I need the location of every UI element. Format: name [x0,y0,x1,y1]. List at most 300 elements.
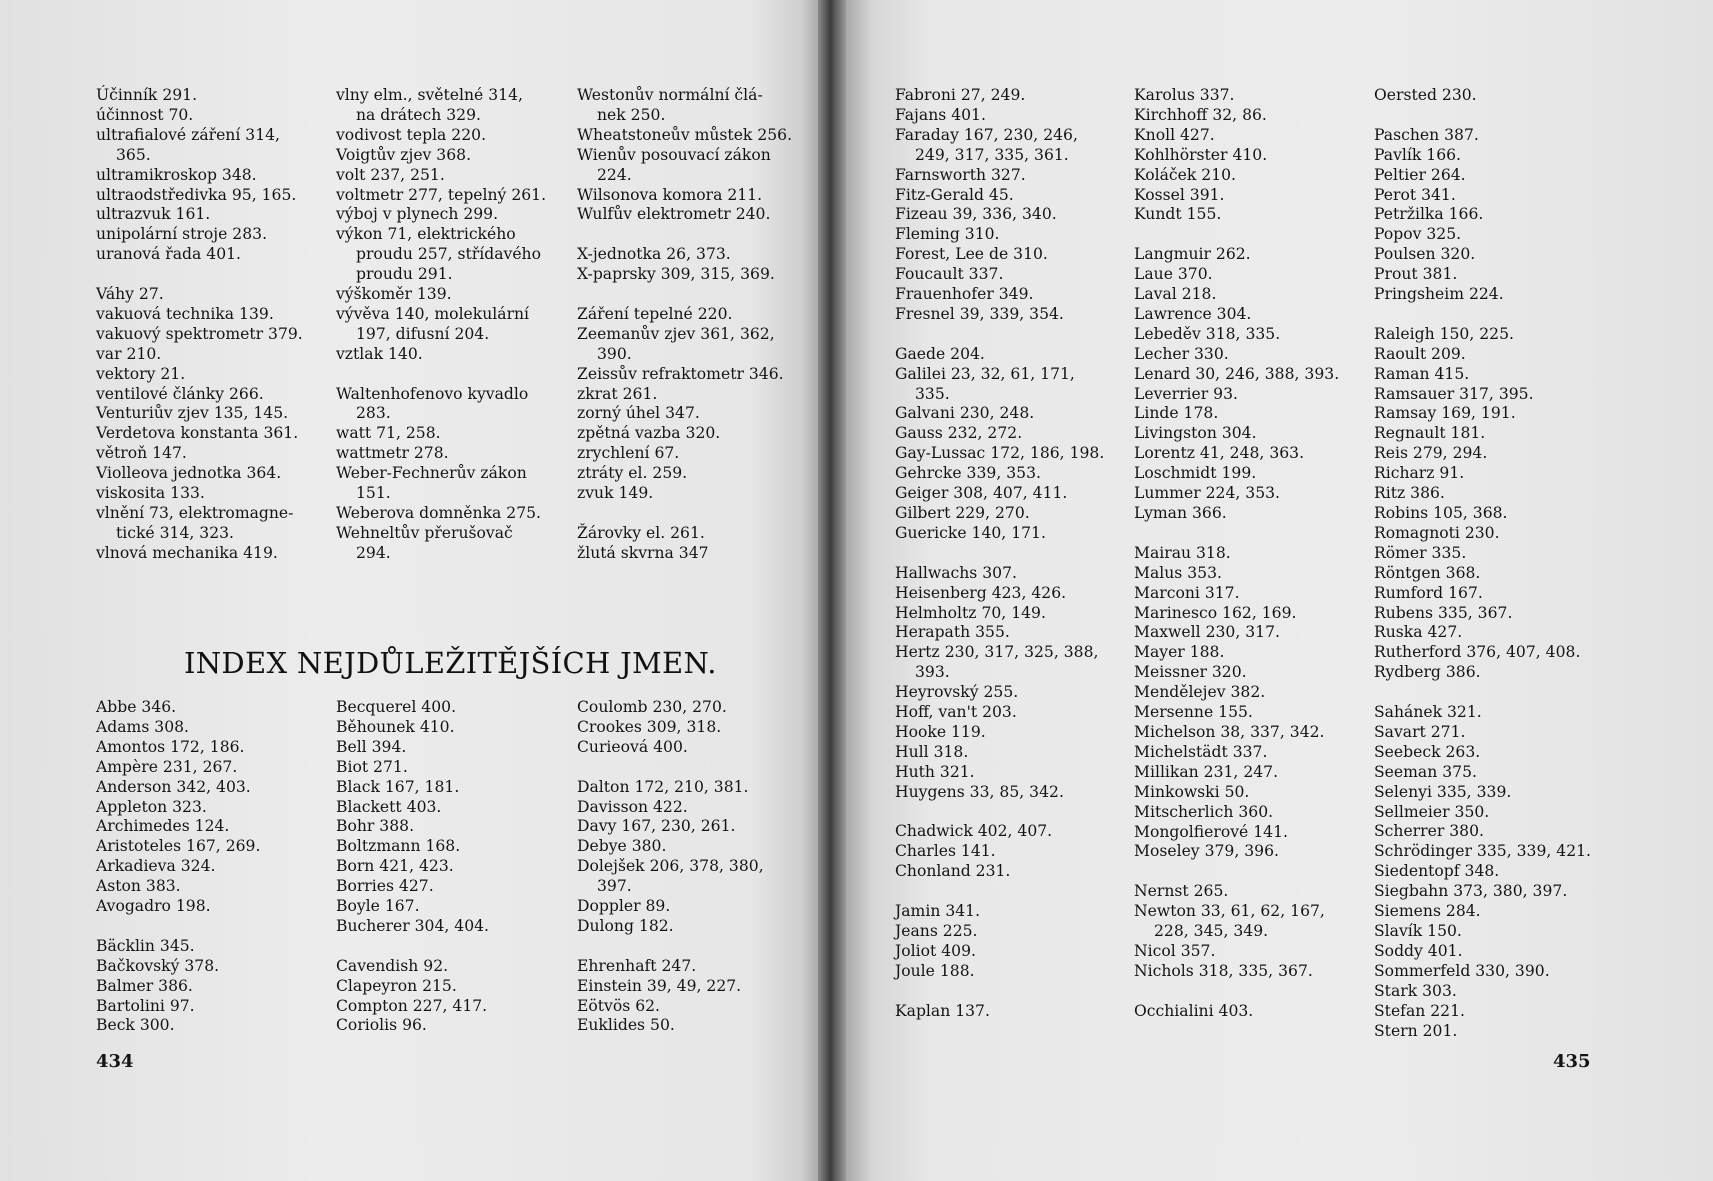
index-entry [96,385,303,405]
index-entry-text: Jeans 225. [895,922,978,940]
index-entry-text: Aristoteles 167, 269. [96,837,261,856]
index-entry-text: Heisenberg 423, 426. [895,583,1067,602]
index-entry [577,265,792,285]
index-entry-text: Richarz 91. [1374,464,1465,483]
index-entry [1134,544,1339,564]
index-entry-text: Huth 321. [895,762,975,781]
index-entry-text: Účinník 291. [96,86,198,104]
index-entry-text: Frauenhofer 349. [895,285,1034,304]
index-entry [577,126,792,146]
index-entry [96,424,303,444]
index-entry-text: Laue 370. [1134,265,1213,284]
index-entry [1374,265,1591,285]
index-entry-text: Galvani 230, 248. [895,404,1035,423]
index-entry-text: Soddy 401. [1374,941,1463,960]
index-entry [1134,564,1339,584]
index-entry [577,997,764,1017]
index-entry-text: Fleming 310. [895,225,1000,244]
index-entry [336,698,489,718]
index-entry-text: Anderson 342, 403. [96,777,251,796]
index-entry [895,504,1104,524]
index-entry-text: Aston 383. [96,877,181,896]
index-entry [895,683,1104,703]
index-entry-text: Leverrier 93. [1134,384,1238,403]
index-entry-text: Oersted 230. [1374,86,1477,104]
index-entry [96,245,303,265]
index-entry [1374,464,1591,484]
index-entry [577,305,792,325]
index-entry [96,365,303,385]
index-entry [336,837,489,857]
index-entry-text: Herapath 355. [895,623,1010,642]
right-page [846,0,1713,1181]
index-entry-text: Helmholtz 70, 149. [895,603,1046,622]
index-entry [336,524,546,564]
index-entry-text: Balmer 386. [96,976,193,995]
index-entry [336,305,546,345]
index-entry [336,758,489,778]
index-entry-text: Wehneltův přerušovač [336,523,513,542]
index-entry [96,857,260,877]
index-entry-text: vlny elm., světelné 314, [336,86,523,104]
index-entry [895,285,1104,305]
index-entry [895,464,1104,484]
letter-gap [1134,524,1339,544]
index-entry-text: Lorentz 41, 248, 363. [1134,444,1305,463]
index-entry-text: Raleigh 150, 225. [1374,324,1514,343]
index-entry [1134,86,1339,106]
index-entry-text: Selenyi 335, 339. [1374,782,1512,801]
index-entry [336,877,489,897]
index-entry-text: X-paprsky 309, 315, 369. [577,265,775,284]
index-entry [96,758,260,778]
index-entry [1374,166,1591,186]
index-entry-text: Lummer 224, 353. [1134,484,1281,503]
index-entry-text: Peltier 264. [1374,165,1466,184]
index-entry [1134,385,1339,405]
index-entry [96,738,260,758]
index-entry-text: Archimedes 124. [96,817,230,836]
index-entry [1134,484,1339,504]
index-entry [1374,225,1591,245]
index-entry [577,798,764,818]
index-entry [96,166,303,186]
index-entry-text: Michelstädt 337. [1134,742,1268,761]
index-entry-text: výškoměr 139. [336,285,452,304]
index-entry-text: Malus 353. [1134,563,1222,582]
index-entry-text: Debye 380. [577,837,667,856]
index-entry [336,186,546,206]
index-entry [895,942,1104,962]
index-entry-text: volt 237, 251. [336,165,445,184]
index-entry-text: vlnění 73, elektromagne- [96,504,294,523]
index-entry [895,922,1104,942]
index-entry-text: Cavendish 92. [336,956,449,975]
index-entry [895,723,1104,743]
index-entry [336,897,489,917]
index-entry [1134,345,1339,365]
index-entry-text: Romagnoti 230. [1374,523,1500,542]
subject-index-column-2 [336,86,546,564]
index-entry [96,484,303,504]
index-entry [1374,643,1591,663]
index-entry [96,444,303,464]
index-entry [577,857,764,897]
index-entry-text: Seeman 375. [1374,762,1477,781]
index-entry [577,186,792,206]
index-entry-text: Faraday 167, 230, 246, [895,125,1078,144]
index-entry-text: zvuk 149. [577,484,654,503]
index-entry-text: Linde 178. [1134,404,1219,423]
index-entry-text: Röntgen 368. [1374,563,1481,582]
index-entry [1134,205,1339,225]
index-entry-text: ultraodstředivka 95, 165. [96,185,297,204]
index-entry-text: Kirchhoff 32, 86. [1134,105,1267,124]
index-entry-text: ztráty el. 259. [577,464,688,483]
index-entry [1374,524,1591,544]
index-entry-text: účinnost 70. [96,105,194,124]
letter-gap [336,365,546,385]
letter-gap [577,285,792,305]
index-entry-text: Hallwachs 307. [895,563,1017,582]
index-entry [1134,842,1339,862]
index-entry-text: Kaplan 137. [895,1001,990,1020]
index-entry-text: Curieová 400. [577,737,688,756]
index-entry [577,738,764,758]
index-entry-text: Livingston 304. [1134,424,1257,443]
index-entry [1374,822,1591,842]
index-entry-text: var 210. [96,344,162,363]
index-entry [1374,862,1591,882]
index-entry [1134,444,1339,464]
index-entry-text: Sommerfeld 330, 390. [1374,961,1550,980]
index-entry [1374,623,1591,643]
index-entry-text: Dulong 182. [577,916,674,935]
index-entry [1374,723,1591,743]
index-entry-text: vývěva 140, molekulární [336,304,530,323]
index-entry-text: Langmuir 262. [1134,245,1251,264]
index-entry-text: Venturiův zjev 135, 145. [96,404,289,423]
index-entry-text: Perot 341. [1374,185,1456,204]
names-index-heading: INDEX NEJDŮLEŽITĚJŠÍCH JMEN. [184,646,717,680]
index-entry-text: Euklides 50. [577,1016,675,1035]
index-entry [96,837,260,857]
index-entry [1374,285,1591,305]
index-entry-text: Dolejšek 206, 378, 380, [577,857,764,876]
index-entry [96,977,260,997]
index-entry-text: Bell 394. [336,737,407,756]
index-entry-text: zorný úhel 347. [577,404,700,423]
index-entry-text: Borries 427. [336,877,434,896]
index-entry [336,778,489,798]
index-entry-text: unipolární stroje 283. [96,225,268,244]
index-entry [336,738,489,758]
index-entry [895,623,1104,643]
index-entry-text: Appleton 323. [96,797,207,816]
index-entry [895,444,1104,464]
index-entry-text: Black 167, 181. [336,777,460,796]
index-entry-text: Fresnel 39, 339, 354. [895,304,1064,323]
index-entry-text: Raoult 209. [1374,344,1466,363]
index-entry-text: Violleova jednotka 364. [96,464,282,483]
index-entry [1374,982,1591,1002]
index-entry-text: Minkowski 50. [1134,782,1250,801]
index-entry-text: Siegbahn 373, 380, 397. [1374,882,1568,901]
index-entry [895,604,1104,624]
letter-gap [1374,683,1591,703]
index-entry-text: Crookes 309, 318. [577,717,722,736]
index-entry-text: Koláček 210. [1134,165,1236,184]
index-entry-continuation: tické 314, 323. [116,523,235,542]
index-entry-text: Ramsay 169, 191. [1374,404,1516,423]
index-entry-continuation: 390. [597,344,632,363]
index-entry [336,424,546,444]
index-entry-text: vodivost tepla 220. [336,125,487,144]
index-entry [895,1002,1104,1022]
index-entry-text: Regnault 181. [1374,424,1486,443]
index-entry-text: Váhy 27. [96,285,164,304]
index-entry-text: ultrafialové záření 314, [96,125,281,144]
index-entry-text: Arkadieva 324. [96,857,216,876]
names-index-column-5 [1134,86,1339,1022]
index-entry [96,305,303,325]
index-entry [577,325,792,365]
index-entry-text: Newton 33, 61, 62, 167, [1134,902,1325,921]
index-entry-text: Ruska 427. [1374,623,1463,642]
index-entry [1374,325,1591,345]
index-entry [1374,703,1591,723]
index-entry [336,345,546,365]
index-entry-text: Lyman 366. [1134,504,1227,523]
index-entry [336,126,546,146]
index-entry [1374,922,1591,942]
index-entry [895,862,1104,882]
index-entry [96,544,303,564]
page-number: 434 [96,1051,134,1072]
index-entry [336,444,546,464]
index-entry [96,798,260,818]
index-entry-text: Ritz 386. [1374,484,1445,503]
index-entry-text: Compton 227, 417. [336,996,488,1015]
index-entry [336,464,546,504]
index-entry-text: Záření tepelné 220. [577,304,733,323]
index-entry [1134,882,1339,902]
index-entry-text: výboj v plynech 299. [336,205,499,224]
index-entry-text: Fabroni 27, 249. [895,86,1026,104]
names-index-column-1 [96,698,260,1036]
letter-gap [895,882,1104,902]
index-entry-text: zkrat 261. [577,384,658,403]
index-entry [336,205,546,225]
index-entry [1374,902,1591,922]
index-entry [96,225,303,245]
index-entry [96,877,260,897]
index-entry-text: uranová řada 401. [96,245,241,264]
index-entry-text: Laval 218. [1134,285,1217,304]
letter-gap [577,225,792,245]
index-entry [1134,146,1339,166]
index-entry-text: Gilbert 229, 270. [895,504,1030,523]
index-entry [1374,1022,1591,1042]
index-entry-text: Stark 303. [1374,981,1457,1000]
index-entry [1374,404,1591,424]
index-entry-text: Pringsheim 224. [1374,285,1504,304]
index-entry-text: Dalton 172, 210, 381. [577,777,749,796]
index-entry [1374,146,1591,166]
index-entry [96,205,303,225]
index-entry [895,783,1104,803]
index-entry [1374,86,1591,106]
index-entry [1134,245,1339,265]
index-entry-text: Joule 188. [895,961,975,980]
index-entry-text: Boyle 167. [336,897,420,916]
index-entry-text: Gauss 232, 272. [895,424,1023,443]
index-entry [895,186,1104,206]
index-entry-text: zrychlení 67. [577,444,680,463]
index-entry [1134,325,1339,345]
index-entry [895,166,1104,186]
index-entry [336,146,546,166]
index-entry [96,897,260,917]
index-entry-text: Hull 318. [895,742,969,761]
letter-gap [895,544,1104,564]
index-entry-text: Rubens 335, 367. [1374,603,1513,622]
index-entry-continuation: 283. [356,404,391,423]
index-entry-continuation: nek 250. [597,105,666,124]
index-entry-text: Eötvös 62. [577,996,660,1015]
index-entry [577,365,792,385]
index-entry-continuation: 151. [356,484,391,503]
index-entry-text: Doppler 89. [577,897,671,916]
index-entry-text: Rydberg 386. [1374,663,1481,682]
index-entry [895,404,1104,424]
index-entry-text: Waltenhofenovo kyvadlo [336,384,529,403]
index-entry-text: Wilsonova komora 211. [577,185,763,204]
index-entry [577,524,792,544]
index-entry-text: Meissner 320. [1134,663,1247,682]
index-entry-text: Avogadro 198. [96,897,211,916]
index-entry [1134,504,1339,524]
index-entry [895,902,1104,922]
index-entry-text: Hooke 119. [895,722,986,741]
index-entry [336,977,489,997]
index-entry-text: Slavík 150. [1374,922,1462,941]
index-entry-continuation: 335. [915,384,950,403]
index-entry [1374,484,1591,504]
index-entry [895,763,1104,783]
index-entry [1134,166,1339,186]
subject-index-column-3 [577,86,792,564]
index-entry-text: Sellmeier 350. [1374,802,1490,821]
index-entry [1374,942,1591,962]
index-entry-text: větroň 147. [96,444,187,463]
index-entry-text: Paschen 387. [1374,125,1479,144]
index-entry [336,997,489,1017]
index-entry-text: Römer 335. [1374,543,1467,562]
index-entry [1134,126,1339,146]
index-entry [895,245,1104,265]
left-page [0,0,818,1181]
index-entry [577,444,792,464]
index-entry-text: Siemens 284. [1374,902,1481,921]
index-entry [577,817,764,837]
index-entry-text: Beck 300. [96,1016,175,1035]
index-entry [895,365,1104,405]
index-entry-text: Lenard 30, 246, 388, 393. [1134,364,1340,383]
index-entry [1134,962,1339,982]
letter-gap [1134,982,1339,1002]
index-entry [1134,942,1339,962]
index-entry-text: Loschmidt 199. [1134,464,1257,483]
index-entry [1374,604,1591,624]
index-entry-text: Poulsen 320. [1374,245,1476,264]
index-entry-text: Zeemanův zjev 361, 362, [577,324,775,343]
names-index-column-3 [577,698,764,1036]
index-entry [577,484,792,504]
index-entry-text: Farnsworth 327. [895,165,1026,184]
names-index-column-6 [1374,86,1591,1041]
index-entry [96,404,303,424]
index-entry [336,166,546,186]
index-entry [895,962,1104,982]
index-entry-text: Galilei 23, 32, 61, 171, [895,364,1075,383]
index-entry-continuation: 397. [597,877,632,896]
index-entry [895,424,1104,444]
index-entry-text: vztlak 140. [336,344,423,363]
index-entry-text: Mendělejev 382. [1134,683,1266,702]
index-entry [96,285,303,305]
letter-gap [895,803,1104,823]
index-entry-text: Chonland 231. [895,862,1011,881]
index-entry [1374,345,1591,365]
index-entry-text: vlnová mechanika 419. [96,543,278,562]
index-entry-text: viskosita 133. [96,484,205,503]
index-entry [336,798,489,818]
index-entry [96,464,303,484]
index-entry [1374,763,1591,783]
index-entry [96,504,303,544]
index-entry-text: Adams 308. [96,717,190,736]
index-entry [96,106,303,126]
index-entry-text: Rutherford 376, 407, 408. [1374,643,1581,662]
index-entry [1374,385,1591,405]
index-entry [1134,604,1339,624]
index-entry-text: Kohlhörster 410. [1134,145,1268,164]
index-entry-continuation: 365. [116,145,151,164]
index-entry-continuation: proudu 257, střídavého [356,245,541,264]
index-entry [1374,126,1591,146]
index-entry-text: Chadwick 402, 407. [895,822,1053,841]
index-entry-text: Mitscherlich 360. [1134,802,1274,821]
index-entry-text: Occhialini 403. [1134,1001,1254,1020]
index-entry-text: Hertz 230, 317, 325, 388, [895,643,1099,662]
index-entry-text: Abbe 346. [96,698,177,716]
index-entry-text: Scherrer 380. [1374,822,1484,841]
index-entry [895,822,1104,842]
index-entry [895,842,1104,862]
index-entry [336,857,489,877]
index-entry-text: Weber-Fechnerův zákon [336,464,527,483]
index-entry-text: Fitz-Gerald 45. [895,185,1014,204]
letter-gap [96,917,260,937]
index-entry-text: vakuový spektrometr 379. [96,324,303,343]
index-entry-text: X-jednotka 26, 373. [577,245,731,264]
index-entry-text: Siedentopf 348. [1374,862,1500,881]
index-entry-text: Knoll 427. [1134,125,1215,144]
index-entry [577,977,764,997]
index-entry [336,817,489,837]
index-entry [1134,902,1339,942]
